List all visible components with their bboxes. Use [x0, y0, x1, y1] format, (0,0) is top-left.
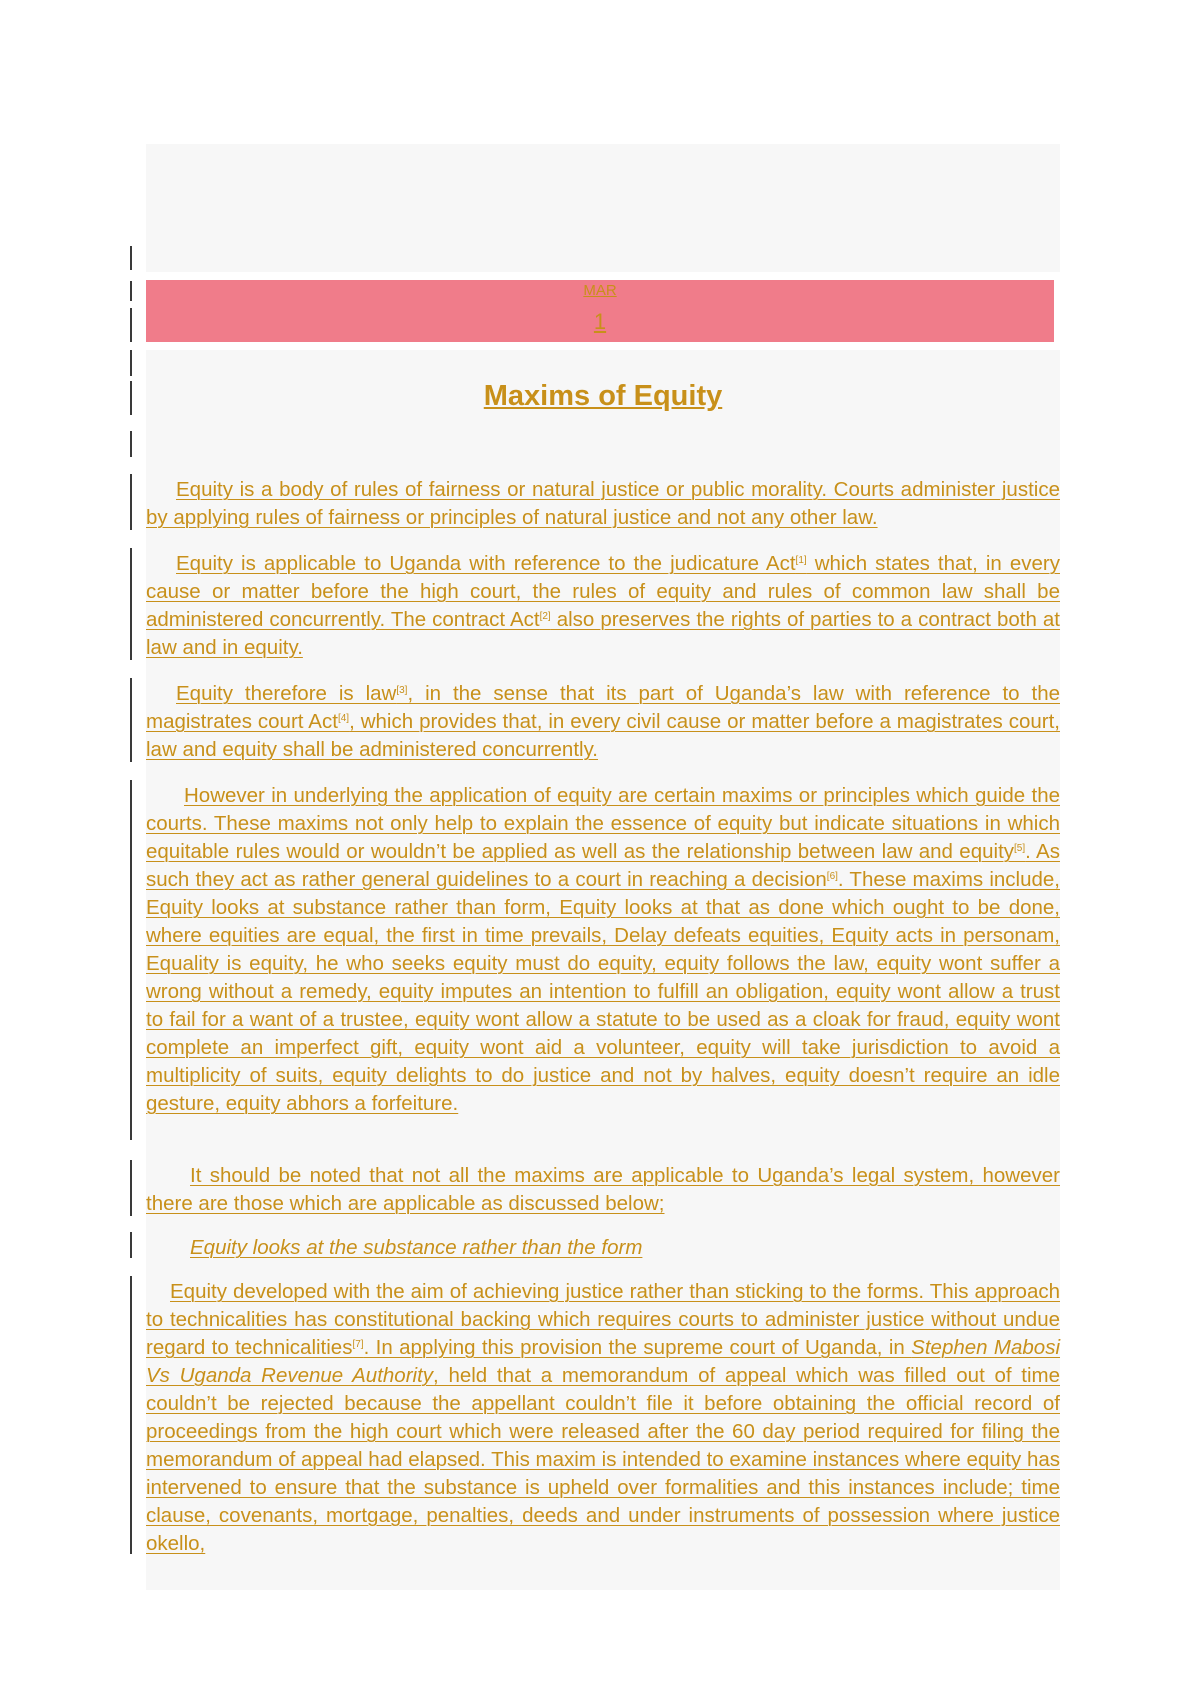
- section-heading[interactable]: [146, 1234, 1060, 1262]
- footnote-ref[interactable]: [3]: [396, 685, 408, 696]
- change-bar: [130, 474, 132, 530]
- date-day[interactable]: 1: [593, 309, 607, 334]
- change-bar: [130, 246, 132, 270]
- text-span: , which provides that, in every civil cause or matter before a magistrates court, law and equity shall be administered concurrently.: [146, 710, 1060, 761]
- paragraph[interactable]: [146, 476, 1060, 532]
- text-span: It should be noted that not all the maxims are applicable to Uganda’s legal system, however there are those which are applicable as discussed below;: [146, 1164, 1060, 1215]
- text-span: , held that a memorandum of appeal which was filled out of time couldn’t be rejected because the appellant couldn’t file it before obtaining the official record of proceedings from the high court which were released after the 60 day period required for filing the memorandum of appeal had elapsed. This maxim is intended to examine instances where equity has intervened to ensure that the substance is upheld over formalities and this instances include; time clause, covenants, mortgage, penalties, deeds and under instruments of possession where justice okello,: [146, 1364, 1060, 1555]
- paragraph[interactable]: [146, 1162, 1060, 1218]
- date-month[interactable]: MAR: [583, 282, 617, 299]
- change-bar: [130, 381, 132, 415]
- text-span: which states that, in every cause or matter before the high court, the rules of equity and rules of common law shall be administered concurrently. The contract Act: [146, 552, 1060, 631]
- text-span: Equity is a body of rules of fairness or natural justice or public morality. Courts administer justice by applying rules of fairness or principles of natural justice and not any other law.: [146, 478, 1060, 529]
- change-bar: [130, 431, 132, 457]
- footnote-ref[interactable]: [4]: [337, 713, 350, 724]
- date-badge: [146, 280, 1054, 342]
- case-name: Stephen Mabosi Vs Uganda Revenue Authority: [146, 1336, 1061, 1387]
- paragraph[interactable]: [146, 1278, 1060, 1558]
- change-bar: [130, 281, 132, 301]
- text-span: Equity looks at the substance rather than the form: [190, 1236, 643, 1259]
- footnote-ref[interactable]: [6]: [826, 871, 838, 882]
- change-bar: [130, 308, 132, 342]
- footnote-ref[interactable]: [2]: [539, 611, 551, 622]
- text-span: Equity therefore is law: [176, 682, 397, 705]
- change-bar: [130, 678, 132, 762]
- header-panel: [146, 144, 1060, 272]
- text-span: However in underlying the application of equity are certain maxims or principles which guide the courts. These maxims not only help to explain the essence of equity but indicate situations in which equitable rules would or wouldn’t be applied as well as the relationship between law and equity: [146, 784, 1060, 863]
- change-bar: [130, 1276, 132, 1554]
- change-bar: [130, 548, 132, 660]
- text-span: Equity is applicable to Uganda with reference to the judicature Act: [176, 552, 796, 575]
- text-span: . As such they act as rather general guidelines to a court in reaching a decision: [146, 840, 1060, 891]
- footnote-ref[interactable]: [1]: [795, 555, 807, 566]
- text-span: Equity developed with the aim of achieving justice rather than sticking to the forms. This approach to technicalities has constitutional backing which requires courts to administer justice without undue regard to technicalities: [146, 1280, 1060, 1359]
- paragraph[interactable]: [146, 680, 1060, 764]
- change-bar: [130, 1160, 132, 1216]
- paragraph[interactable]: [146, 782, 1060, 1118]
- text-span: also preserves the rights of parties to a contract both at law and in equity.: [146, 608, 1061, 659]
- paragraph[interactable]: [146, 550, 1060, 662]
- footnote-ref[interactable]: [5]: [1014, 843, 1026, 854]
- footnote-ref[interactable]: [7]: [352, 1339, 364, 1350]
- page-title[interactable]: Maxims of Equity: [483, 380, 723, 412]
- change-bar: [130, 780, 132, 1140]
- text-span: , in the sense that its part of Uganda’s law with reference to the magistrates court Act: [146, 682, 1060, 733]
- change-bar: [130, 1232, 132, 1258]
- change-bar: [130, 350, 132, 376]
- text-span: . In applying this provision the supreme court of Uganda, in: [363, 1336, 912, 1359]
- text-span: . These maxims include, Equity looks at substance rather than form, Equity looks at that as done which ought to be done, where equities are equal, the first in time prevails, Delay defeats equities, Equity acts in personam, Equality is equity, he who seeks equity must do equity, equity follows the law, equity wont suffer a wrong without a remedy, equity imputes an intention to fulfill an obligation, equity wont allow a trust to fail for a want of a trustee, equity wont allow a statute to be used as a cloak for fraud, equity wont complete an imperfect gift, equity wont aid a volunteer, equity will take jurisdiction to avoid a multiplicity of suits, equity delights to do justice and not by halves, equity doesn’t require an idle gesture, equity abhors a forfeiture.: [146, 868, 1060, 1115]
